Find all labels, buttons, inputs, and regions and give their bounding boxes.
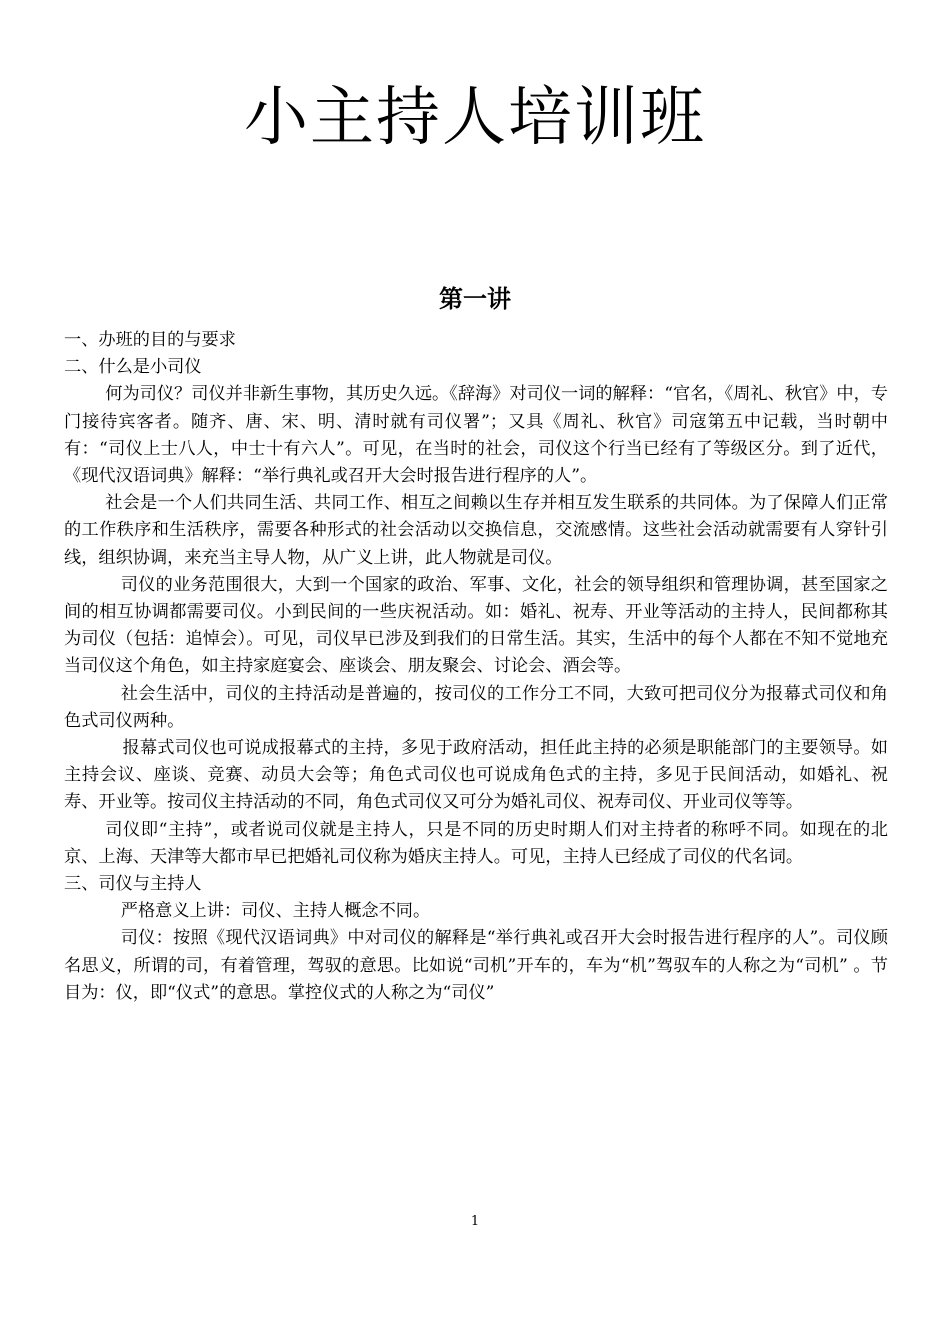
body-paragraph: 社会生活中，司仪的主持活动是普遍的，按司仪的工作分工不同，大致可把司仪分为报幕式司仪和角色式司仪两种。 [64,683,888,731]
body-paragraph: 报幕式司仪也可说成报幕式的主持，多见于政府活动，担任此主持的必须是职能部门的主要领导。如主持会议、座谈、竞赛、动员大会等；角色式司仪也可说成角色式的主持，多见于民间活动，如婚礼、祝寿、开业等。按司仪主持活动的不同，角色式司仪又可分为婚礼司仪、祝寿司仪、开业司仪等等。 [64,738,888,813]
page-number: 1 [470,1214,480,1229]
body-paragraph: 司仪的业务范围很大，大到一个国家的政治、军事、文化，社会的领导组织和管理协调，甚至国家之间的相互协调都需要司仪。小到民间的一些庆祝活动。如：婚礼、祝寿、开业等活动的主持人，民间都称其为司仪（包括：追悼会）。可见，司仪早已涉及到我们的日常生活。其实，生活中的每个人都在不知不觉地充当司仪这个角色，如主持家庭宴会、座谈会、朋友聚会、讨论会、酒会等。 [64,574,888,677]
section-heading: 三、司仪与主持人 [64,874,202,895]
lecture-heading: 第一讲 [439,285,511,313]
body-paragraph: 严格意义上讲：司仪、主持人概念不同。 [120,901,431,922]
document-title: 小主持人培训班 [244,81,706,155]
section-heading: 一、办班的目的与要求 [64,330,236,350]
body-paragraph: 司仪：按照《现代汉语词典》中对司仪的解释是“举行典礼或召开大会时报告进行程序的人”。司仪顾名思义，所谓的司，有着管理，驾驭的意思。比如说“司机”开车的，车为“机”驾驭车的人称之为“司机” 。节目为：仪，即“仪式”的意思。掌控仪式的人称之为“司仪” [64,928,888,1003]
body-paragraph: 社会是一个人们共同生活、共同工作、相互之间赖以生存并相互发生联系的共同体。为了保障人们正常的工作秩序和生活秩序，需要各种形式的社会活动以交换信息，交流感情。这些社会活动就需要有人穿针引线，组织协调，来充当主导人物，从广义上讲，此人物就是司仪。 [64,493,888,568]
section-heading: 二、什么是小司仪 [64,357,202,378]
document-body [64,327,888,1007]
body-paragraph: 何为司仪？司仪并非新生事物，其历史久远。《辞海》对司仪一词的解释：“官名，《周礼、秋官》中，专门接待宾客者。随齐、唐、宋、明、清时就有司仪署”；又具《周礼、秋官》司寇第五中记载，当时朝中有：“司仪上士八人，中士十有六人”。可见，在当时的社会，司仪这个行当已经有了等级区分。到了近代，《现代汉语词典》解释：“举行典礼或召开大会时报告进行程序的人”。 [64,384,888,487]
body-paragraph: 司仪即“主持”，或者说司仪就是主持人，只是不同的历史时期人们对主持者的称呼不同。如现在的北京、上海、天津等大都市早已把婚礼司仪称为婚庆主持人。可见，主持人已经成了司仪的代名词。 [64,819,888,867]
